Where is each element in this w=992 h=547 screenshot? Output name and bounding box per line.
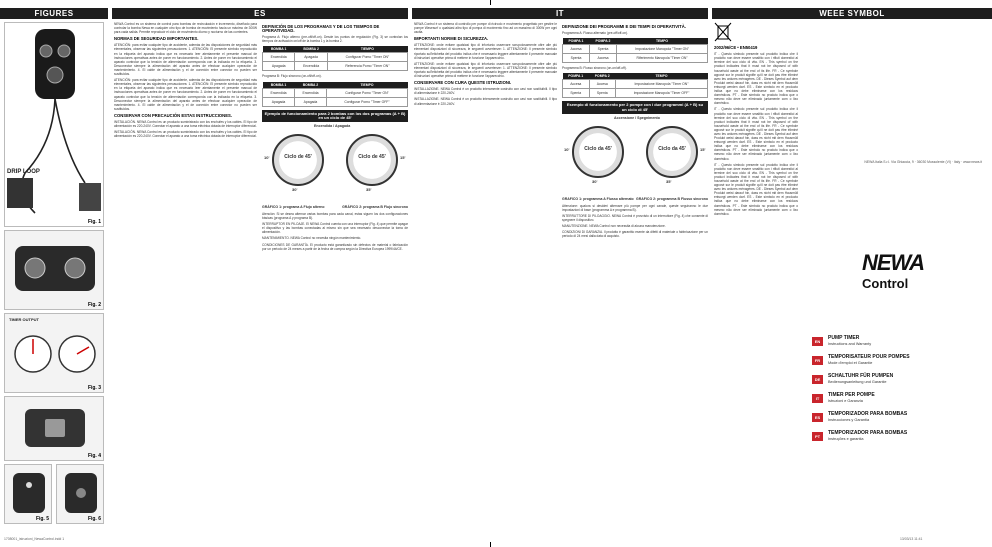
product-item-en: EN PUMP TIMER Instructions and Warranty — [812, 335, 982, 353]
controller-illustration — [5, 23, 105, 228]
figure-4 — [4, 396, 104, 461]
it-safety-text: ATTENZIONE: onde evitare qualsiasi tipo di infortunio osservare scrupolosamente oltre alle più elementari disposizioni di sicurezza, le seguenti avvertenze: 1. ATTENZIONE: Il presente simbolo riportato sull'etichetta del prodotto indica che è necessario leggere attentamente il presente manuale di istruzioni operative prima di mettere in funzione l'apparecchio. — [414, 43, 557, 60]
it-install-text-2: INSTALLAZIONE. NEWA Control è un prodotto interamente costruito con cavi non sostituibili. Il tipo di alimentazione è 220-240V. — [414, 97, 557, 106]
es-table-a: BOMBA 1 BOMBA 2 TIEMPO Encendida Apagada Configurar Pomo "Timer ON" Apagada Encendida Referencia Pomo "Timer ON" — [262, 46, 408, 71]
it-text-column-1 — [414, 22, 557, 532]
it-prog-a: Programma A: Flusso alternato (pre-off/off-on). — [562, 31, 628, 36]
fig3-label: Fig. 3 — [87, 385, 101, 391]
es-prog-b: Programa B: Flujo sincrono (on-off/off-on). — [262, 74, 322, 79]
it-warranty: CONDIZIONI DI GARANZIA. Il prodotto è garantito esente da difetti di materiale o fabbricazione per un periodo di 24 mesi dalla data di acquisto. — [562, 230, 708, 239]
drip-loop-label: DRIP LOOP — [7, 169, 40, 175]
es-graph-captions: GRÁFICO 1: programa A Flujo alterno GRÁFICO 2: programa B Flujo síncrono — [262, 204, 408, 209]
figure-6 — [56, 464, 104, 524]
es-example-title: Ejemplo de funcionamiento para 2 bombas con los dos programas (A + B) en un ciclo de 45' — [262, 110, 408, 122]
it-prog-b: Programma B: Flusso sincrono (on-on/off-off). — [562, 66, 627, 71]
crossed-bin-icon — [714, 22, 732, 42]
fig1-label: Fig. 1 — [87, 219, 101, 225]
it-dial-row: Accensione / Spegnimento Ciclo da 45' Ciclo da 45' 10' 30' 15' 35' — [564, 115, 706, 184]
figure-5 — [4, 464, 52, 524]
es-header: ES — [112, 8, 408, 19]
footer-date: 13/03/13 11:41 — [900, 537, 923, 541]
it-example-title: Esempio di funzionamento per 2 pompe con i due programmi (A + B) su un ciclo di 45' — [562, 101, 708, 113]
es-table-b: BOMBA 1 BOMBA 2 TIEMPO Encendida Encendida Configurar Pomo "Timer ON" Apagada Apagada Configurar Pomo "Timer OFF" — [262, 82, 408, 107]
es-dial-row: Encendida / Apagada Ciclo de 45' Ciclo de 45' 10' 30' 15' 35' — [264, 123, 406, 192]
it-safety-title: IMPORTANTI NORME DI SICUREZZA. — [414, 36, 489, 42]
es-intro: NEWA Control es un sistema de control para bombas de recirculación e incremento, diseñado para controlar la bomba Newa en cualquier otro tipo de bomba de movimiento hacia un máximo de 300W para cada salida. Permite reproducir el ciclo de movimiento diurno y nocturno de las corrientes. — [114, 22, 257, 35]
fig5-label: Fig. 5 — [35, 516, 49, 522]
weee-title: 2002/96/CE • EN50419 — [714, 45, 758, 51]
it-maintenance: MANUTENZIONE. NEWA Control non necessita di alcuna manutenzione. — [562, 224, 666, 229]
timer-output-label: TIMER OUTPUT — [9, 317, 39, 322]
weee-text-2: IT - Questo simbolo presente sul prodotto indica che il prodotto non deve essere smaltito con i rifiuti domestici al termine del suo ciclo di vita. EN - This symbol on the product indicates that it must not be disposed of with household waste at the end of its life. FR - Ce symbole apposé sur le produit signifie qu'il ne doit pas être éliminé avec les ordures ménagères. DE - Dieses Symbol auf dem Produkt weist darauf hin, dass es nicht mit dem Hausmüll entsorgt werden darf. ES - Este símbolo en el producto indica que no debe eliminarse con los residuos domésticos. PT - Este símbolo no produto indica que o mesmo não deve ser eliminado juntamente com o lixo doméstico. — [714, 107, 798, 161]
weee-header: WEEE SYMBOL — [712, 8, 992, 19]
es-keep-title: CONSERVAR CON PRECAUCIÓN ESTAS INSTRUCCIONES. — [114, 112, 232, 118]
weee-column — [714, 22, 798, 532]
figure-2 — [4, 230, 104, 310]
es-safety-text: ATENCIÓN: para evitar cualquier tipo de accidente, además de las disposiciones de seguridad más elementales, observar las siguientes precauciones: 1. ATENCIÓN: El presente símbolo reproducido en la etiqueta del aparato indica que es necesario leer atentamente el presente manual de instrucciones operativas antes de poner en funcionamiento. 2. Antes de poner en funcionamiento el aparato controlar que la tensión de alimentación corresponda con la indicada en la etiqueta. 3. Desconectar siempre la alimentación del aparato antes de efectuar cualquier operación de mantenimiento. 4. El cable de alimentación y el de conexión entre conector no pueden ser sustituidos. — [114, 43, 257, 77]
fig4-label: Fig. 4 — [87, 453, 101, 459]
it-table-a: POMPA 1 POMPA 2 TEMPO Accesa Spenta Impostazione Manopola "Timer ON" Spenta Accesa Riferimento Manopola "Timer ON" — [562, 38, 708, 63]
product-item-pt: PT TEMPORIZADOR PARA BOMBAS Instruções e garantia — [812, 430, 982, 448]
es-text-column-2 — [262, 22, 408, 532]
es-safety-text-2: ATENCIÓN: para evitar cualquier tipo de accidente, además de las disposiciones de seguridad más elementales, observar las siguientes precauciones: 1. ATENCIÓN: El presente símbolo reproducido en la etiqueta del aparato indica que es necesario leer atentamente el presente manual de instrucciones operativas antes de poner en funcionamiento. 2. Antes de poner en funcionamiento el aparato controlar que la tensión de alimentación corresponda con la indicada en la etiqueta. 3. Desconectar siempre la alimentación del aparato antes de efectuar cualquier operación de mantenimiento. 4. El cable de alimentación y el de conexión entre conector no pueden ser sustituidos. — [114, 78, 257, 111]
es-warranty: CONDICIONES DE GARANTÍA. El producto está garantizado sin defectos de material o fabricación por un periodo de 24 meses a partir de la fecha de compra según la Directiva Europea 1999/44/CE. — [262, 242, 408, 251]
crop-mark — [490, 0, 491, 5]
cover-small-print: NEWA Italia S.r.l. Via Ghiaccia, 9 · 36030 Mussolente (VI) · Italy · www.newa.it — [864, 160, 982, 164]
figures-column — [0, 22, 108, 527]
es-night: INTERRUPTOR EN PILOAJE. El NEWA Control cuenta con una interruptor (Fig. 4) que permite apagar el dispositivo y las bombas conectadas al mismo sin que sea necesario desconectar la toma de alimentación. — [262, 222, 408, 235]
it-text-column-2 — [562, 22, 708, 532]
it-graph-captions: GRAFICO 1: programma A Flusso alternato GRAFICO 2: programma B Flusso sincrono — [562, 196, 708, 201]
es-prog-title: DEFINICIÓN DE LOS PROGRAMAS Y DE LOS TIEMPOS DE OPERATIVIDAD. — [262, 24, 380, 34]
es-install-text: INSTALACIÓN. NEWA Control es un producto suministrado con los enchufes y los cables. El tipo de alimentación es 220-240V. Conectar el aparato a una toma eléctrica dotada de interruptor diferencial. — [114, 119, 257, 129]
es-maintenance: MANTENIMIENTO. NEWA Control no necesita ningún mantenimiento. — [262, 236, 362, 241]
product-item-es: ES TEMPORIZADOR PARA BOMBAS Instrucciones y Garantía — [812, 411, 982, 429]
it-dial-a: Ciclo da 45' — [572, 126, 624, 178]
it-prog-title: DEFINIZIONE DEI PROGRAMMI E DEI TEMPI DI OPERATIVITÀ. — [562, 24, 686, 29]
figure-3 — [4, 313, 104, 393]
crop-mark — [490, 542, 491, 547]
product-item-fr: FR TEMPORISATEUR POUR POMPES Mode d'emploi et Garantie — [812, 354, 982, 372]
es-dial-a: Ciclo de 45' — [272, 134, 324, 186]
cover-panel — [802, 0, 992, 547]
es-dial-status: Encendida / Apagada — [314, 123, 351, 128]
it-header: IT — [412, 8, 708, 19]
it-dial-status: Accensione / Spegnimento — [614, 115, 660, 120]
weee-text-3: IT - Questo simbolo presente sul prodotto indica che il prodotto non deve essere smaltito con i rifiuti domestici al termine del suo ciclo di vita. EN - This symbol on the product indicates that it must not be disposed of with household waste at the end of its life. FR - Ce symbole apposé sur le produit signifie qu'il ne doit pas être éliminé avec les ordures ménagères. DE - Dieses Symbol auf dem Produkt weist darauf hin, dass es nicht mit dem Hausmüll entsorgt werden darf. ES - Este símbolo en el producto indica que no debe eliminarse con los residuos domésticos. PT - Este símbolo no produto indica que o mesmo não deve ser eliminado juntamente com o lixo doméstico. — [714, 162, 798, 216]
es-install-text-2: INSTALACIÓN. NEWA Control es un producto suministrado con los enchufes y los cables. El tipo de alimentación es 220-240V. Conectar el aparato a una toma eléctrica dotada de interruptor diferencial. — [114, 130, 257, 139]
it-attention: Attenzione: qualora si desideri alternare più pompe per ogni canale, queste seguiranno le due impostazioni di base (programma A e programma B). — [562, 203, 708, 212]
controller-top-view-icon — [5, 231, 105, 311]
product-item-it: IT TIMER PER POMPE Istruzioni e Garanzia — [812, 392, 982, 410]
es-prog-a: Programa A: Flujo alterno (pre-off/off-on). Desde los puntos de regulación (Fig. 3) se controlan los tiempos de activación on/off de la bomba 1 y la bomba 2. — [262, 35, 408, 44]
fig6-label: Fig. 6 — [87, 516, 101, 522]
it-safety-text-2: ATTENZIONE: onde evitare qualsiasi tipo di infortunio osservare scrupolosamente oltre alle più elementari disposizioni di sicurezza, le seguenti avvertenze: 1. ATTENZIONE: Il presente simbolo riportato sull'etichetta del prodotto indica che è necessario leggere attentamente il presente manuale di istruzioni operative prima di mettere in funzione l'apparecchio. — [414, 61, 557, 79]
figures-header: FIGURES — [0, 8, 108, 19]
it-table-b: POMPA 1 POMPA 2 TEMPO Accesa Accesa Impostazione Manopola "Timer ON" Spenta Spenta Impostazione Manopola "Timer OFF" — [562, 73, 708, 98]
it-intro: NEWA Control è un sistema di controllo per pompe di ricircolo e movimento progettato per gestire le pompe Wavesurf o qualsiasi altro tipo di pompa di movimento fino ad un massimo di 300W per ogni uscita. — [414, 22, 557, 35]
figure-1 — [4, 22, 104, 227]
brand-logo: NEWA — [862, 250, 924, 275]
fig2-label: Fig. 2 — [87, 302, 101, 308]
es-text-column-1 — [114, 22, 257, 532]
it-install-text: INSTALLAZIONE. NEWA Control è un prodotto interamente costruito con cavi non sostituibili. Il tipo di alimentazione è 220-240V. — [414, 87, 557, 96]
footer-file: 1708001_istruzioni_NewaControl.indd 1 — [4, 537, 65, 541]
product-name: Control — [862, 276, 909, 291]
it-dial-b: Ciclo da 45' — [646, 126, 698, 178]
es-attention: Atención: Si se desea alternar varias bombas para cada canal, estas siguen los dos configuraciones básicas (programa A y programa B). — [262, 211, 408, 221]
weee-text: IT - Questo simbolo presente sul prodotto indica che il prodotto non deve essere smaltito con i rifiuti domestici al termine del suo ciclo di vita. EN - This symbol on the product indicates that it must not be disposed of with household waste at the end of its life. FR - Ce symbole apposé sur le produit signifie qu'il ne doit pas être éliminé avec les ordures ménagères. DE - Dieses Symbol auf dem Produkt weist darauf hin, dass es nicht mit dem Hausmüll entsorgt werden darf. ES - Este símbolo en el producto indica que no debe eliminarse con los residuos domésticos. PT - Este símbolo no produto indica que o mesmo não deve ser eliminado juntamente com o lixo doméstico. — [714, 52, 798, 106]
es-safety-title: NORMAS DE SEGURIDAD IMPORTANTES. — [114, 36, 199, 42]
product-item-de: DE SCHALTUHR FÜR PUMPEN Bedienungsanleitung und Garantie — [812, 373, 982, 391]
timer-knobs-icon — [5, 314, 105, 394]
it-night: INTERRUTTORE DI PILOAGGIO. NEWA Control è provvisto di un interruttore (Fig. 4) che consente di spegnere il dispositivo. — [562, 213, 708, 223]
it-keep-title: CONSERVARE CON CURA QUESTE ISTRUZIONI. — [414, 80, 512, 86]
es-dial-b: Ciclo de 45' — [346, 134, 398, 186]
